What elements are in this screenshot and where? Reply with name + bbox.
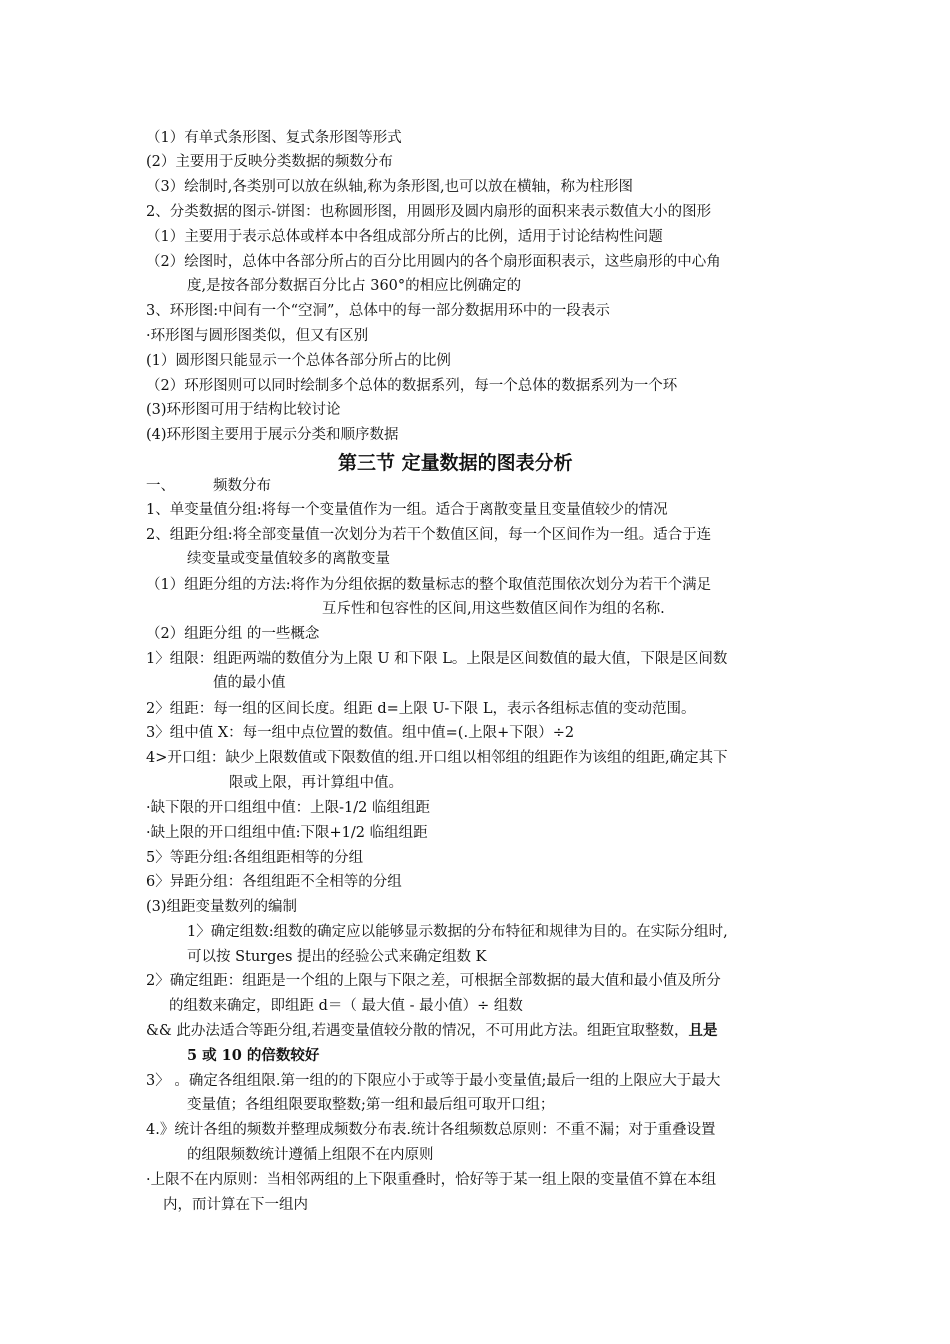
text-line: （1）组距分组的方法:将作为分组依据的数量标志的整个取值范围依次划分为若干个满足 — [146, 577, 712, 593]
text-line: 4.》统计各组的频数并整理成频数分布表.统计各组频数总原则：不重不漏；对于重叠设置 — [146, 1122, 716, 1138]
text-line: 4>开口组：缺少上限数值或下限数值的组.开口组以相邻组的组距作为该组的组距,确定其下 — [146, 750, 728, 766]
text-line: 限或上限，再计算组中值。 — [229, 775, 403, 791]
text-line: (4)环形图主要用于展示分类和顺序数据 — [146, 427, 399, 443]
text-line: （1）有单式条形图、复式条形图等形式 — [146, 130, 402, 146]
text-line: ·缺下限的开口组组中值：上限-1/2 临组组距 — [146, 800, 430, 816]
text-line: 2〉确定组距：组距是一个组的上限与下限之差，可根据全部数据的最大值和最小值及所分 — [146, 973, 721, 989]
text-line: （2）绘图时，总体中各部分所占的百分比用圆内的各个扇形面积表示，这些扇形的中心角 — [146, 254, 721, 270]
text-line: 值的最小值 — [213, 675, 286, 691]
text-line: 互斥性和包容性的区间,用这些数值区间作为组的名称. — [322, 601, 665, 617]
text-line: 3〉组中值 X：每一组中点位置的数值。组中值=(.上限+下限）÷2 — [146, 725, 575, 741]
text-line: 3〉 。确定各组组限.第一组的的下限应小于或等于最小变量值;最后一组的上限应大于最大 — [146, 1073, 721, 1089]
bold-text: 且是 — [688, 1022, 718, 1039]
text-line: 频数分布 — [213, 478, 271, 494]
text-line: 1、单变量值分组:将每一个变量值作为一组。适合于离散变量且变量值较少的情况 — [146, 502, 668, 518]
text-line: ·上限不在内原则：当相邻两组的上下限重叠时，恰好等于某一组上限的变量值不算在本组 — [146, 1172, 717, 1188]
text-line: (3)组距变量数列的编制 — [146, 899, 298, 915]
text-line: （3）绘制时,各类别可以放在纵轴,称为条形图,也可以放在横轴，称为柱形图 — [146, 179, 634, 195]
text-line: (2）主要用于反映分类数据的频数分布 — [146, 154, 393, 170]
bold-text: 5 或 10 的倍数较好 — [187, 1047, 320, 1064]
text-line: ·环形图与圆形图类似，但又有区别 — [146, 328, 369, 344]
text-line: 变量值；各组组限要取整数;第一组和最后组可取开口组； — [187, 1097, 555, 1113]
text-line: 5〉等距分组:各组组距相等的分组 — [146, 850, 364, 866]
text-line: ·缺上限的开口组组中值:下限+1/2 临组组距 — [146, 825, 428, 841]
text-line: 续变量或变量值较多的离散变量 — [187, 551, 390, 567]
section-heading: 第三节 定量数据的图表分析 — [338, 452, 573, 474]
text-line: 2、组距分组:将全部变量值一次划分为若干个数值区间，每一个区间作为一组。适合于连 — [146, 527, 712, 543]
text-line: 可以按 Sturges 提出的经验公式来确定组数 K — [187, 949, 487, 965]
text-segment: && 此办法适合等距分组,若遇变量值较分散的情况，不可用此方法。组距宜取整数， — [146, 1023, 689, 1039]
text-line: 的组数来确定，即组距 d＝（ 最大值 - 最小值）÷ 组数 — [169, 998, 523, 1014]
text-line: 6〉异距分组：各组组距不全相等的分组 — [146, 874, 402, 890]
text-line: (3)环形图可用于结构比较讨论 — [146, 402, 341, 418]
text-line: 2、分类数据的图示-饼图：也称圆形图，用圆形及圆内扇形的面积来表示数值大小的图形 — [146, 204, 712, 220]
text-line: 3、环形图:中间有一个“空洞”，总体中的每一部分数据用环中的一段表示 — [146, 303, 610, 319]
text-line: 2〉组距：每一组的区间长度。组距 d=上限 U-下限 L，表示各组标志值的变动范围。 — [146, 701, 696, 717]
text-line: （1）主要用于表示总体或样本中各组成部分所占的比例，适用于讨论结构性问题 — [146, 229, 663, 245]
text-line — [146, 1021, 718, 1041]
text-line: 1〉确定组数:组数的确定应以能够显示数据的分布特征和规律为目的。在实际分组时, — [187, 924, 728, 940]
text-line: 度,是按各部分数据百分比占 360°的相应比例确定的 — [187, 278, 522, 294]
text-line: (1）圆形图只能显示一个总体各部分所占的比例 — [146, 353, 451, 369]
text-line: 内，而计算在下一组内 — [163, 1197, 308, 1213]
text-line: 1〉组限：组距两端的数值分为上限 U 和下限 L。上限是区间数值的最大值，下限是区间数 — [146, 651, 728, 667]
list-marker: 一、 — [146, 478, 175, 494]
text-line: 的组限频数统计遵循上组限不在内原则 — [187, 1147, 434, 1163]
text-line: （2）组距分组 的一些概念 — [146, 626, 320, 642]
text-line: （2）环形图则可以同时绘制多个总体的数据系列，每一个总体的数据系列为一个环 — [146, 378, 678, 394]
